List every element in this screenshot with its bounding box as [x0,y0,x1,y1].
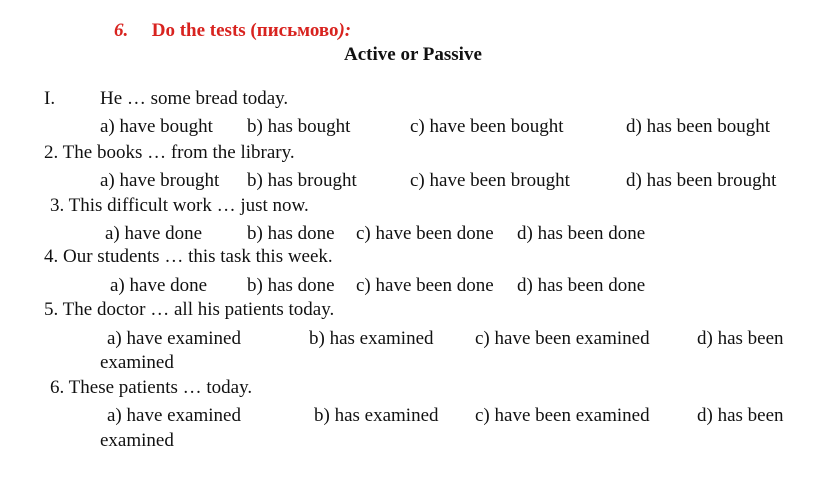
task-title-end: ): [338,20,352,41]
question-marker: I. [44,88,56,109]
option-c: c) have been examined [475,405,650,426]
question-text: 3. This difficult work … just now. [50,195,309,216]
option-a: a) have examined [107,405,241,426]
option-d: d) has been done [517,223,646,244]
option-d: d) has been bought [626,116,771,137]
option-c: c) have been done [356,223,494,244]
task-heading [114,21,351,40]
task-subtitle: Active or Passive [344,44,482,65]
option-a: a) have done [110,275,208,296]
option-b: b) has examined [314,405,439,426]
option-d: d) has been [697,328,784,349]
option-b: b) has bought [247,116,351,137]
question-text: 6. These patients … today. [50,377,253,398]
option-b: b) has brought [247,170,357,191]
option-d-continuation: examined [100,352,174,373]
option-c: c) have been bought [410,116,564,137]
option-c: c) have been brought [410,170,570,191]
option-a: a) have done [105,223,203,244]
option-b: b) has done [247,223,335,244]
option-a: a) have examined [107,328,241,349]
task-number: 6. [114,20,129,41]
option-d: d) has been done [517,275,646,296]
question-text: 4. Our students … this task this week. [44,246,333,267]
question-text: 2. The books … from the library. [44,142,295,163]
option-a: a) have brought [100,170,220,191]
option-d: d) has been brought [626,170,777,191]
task-title: Do the tests (письмово [151,20,339,41]
option-c: c) have been done [356,275,494,296]
option-c: c) have been examined [475,328,650,349]
option-d-continuation: examined [100,430,174,451]
question-text: 5. The doctor … all his patients today. [44,299,335,320]
option-b: b) has done [247,275,335,296]
option-b: b) has examined [309,328,434,349]
option-d: d) has been [697,405,784,426]
question-text: He … some bread today. [100,88,289,109]
option-a: a) have bought [100,116,213,137]
